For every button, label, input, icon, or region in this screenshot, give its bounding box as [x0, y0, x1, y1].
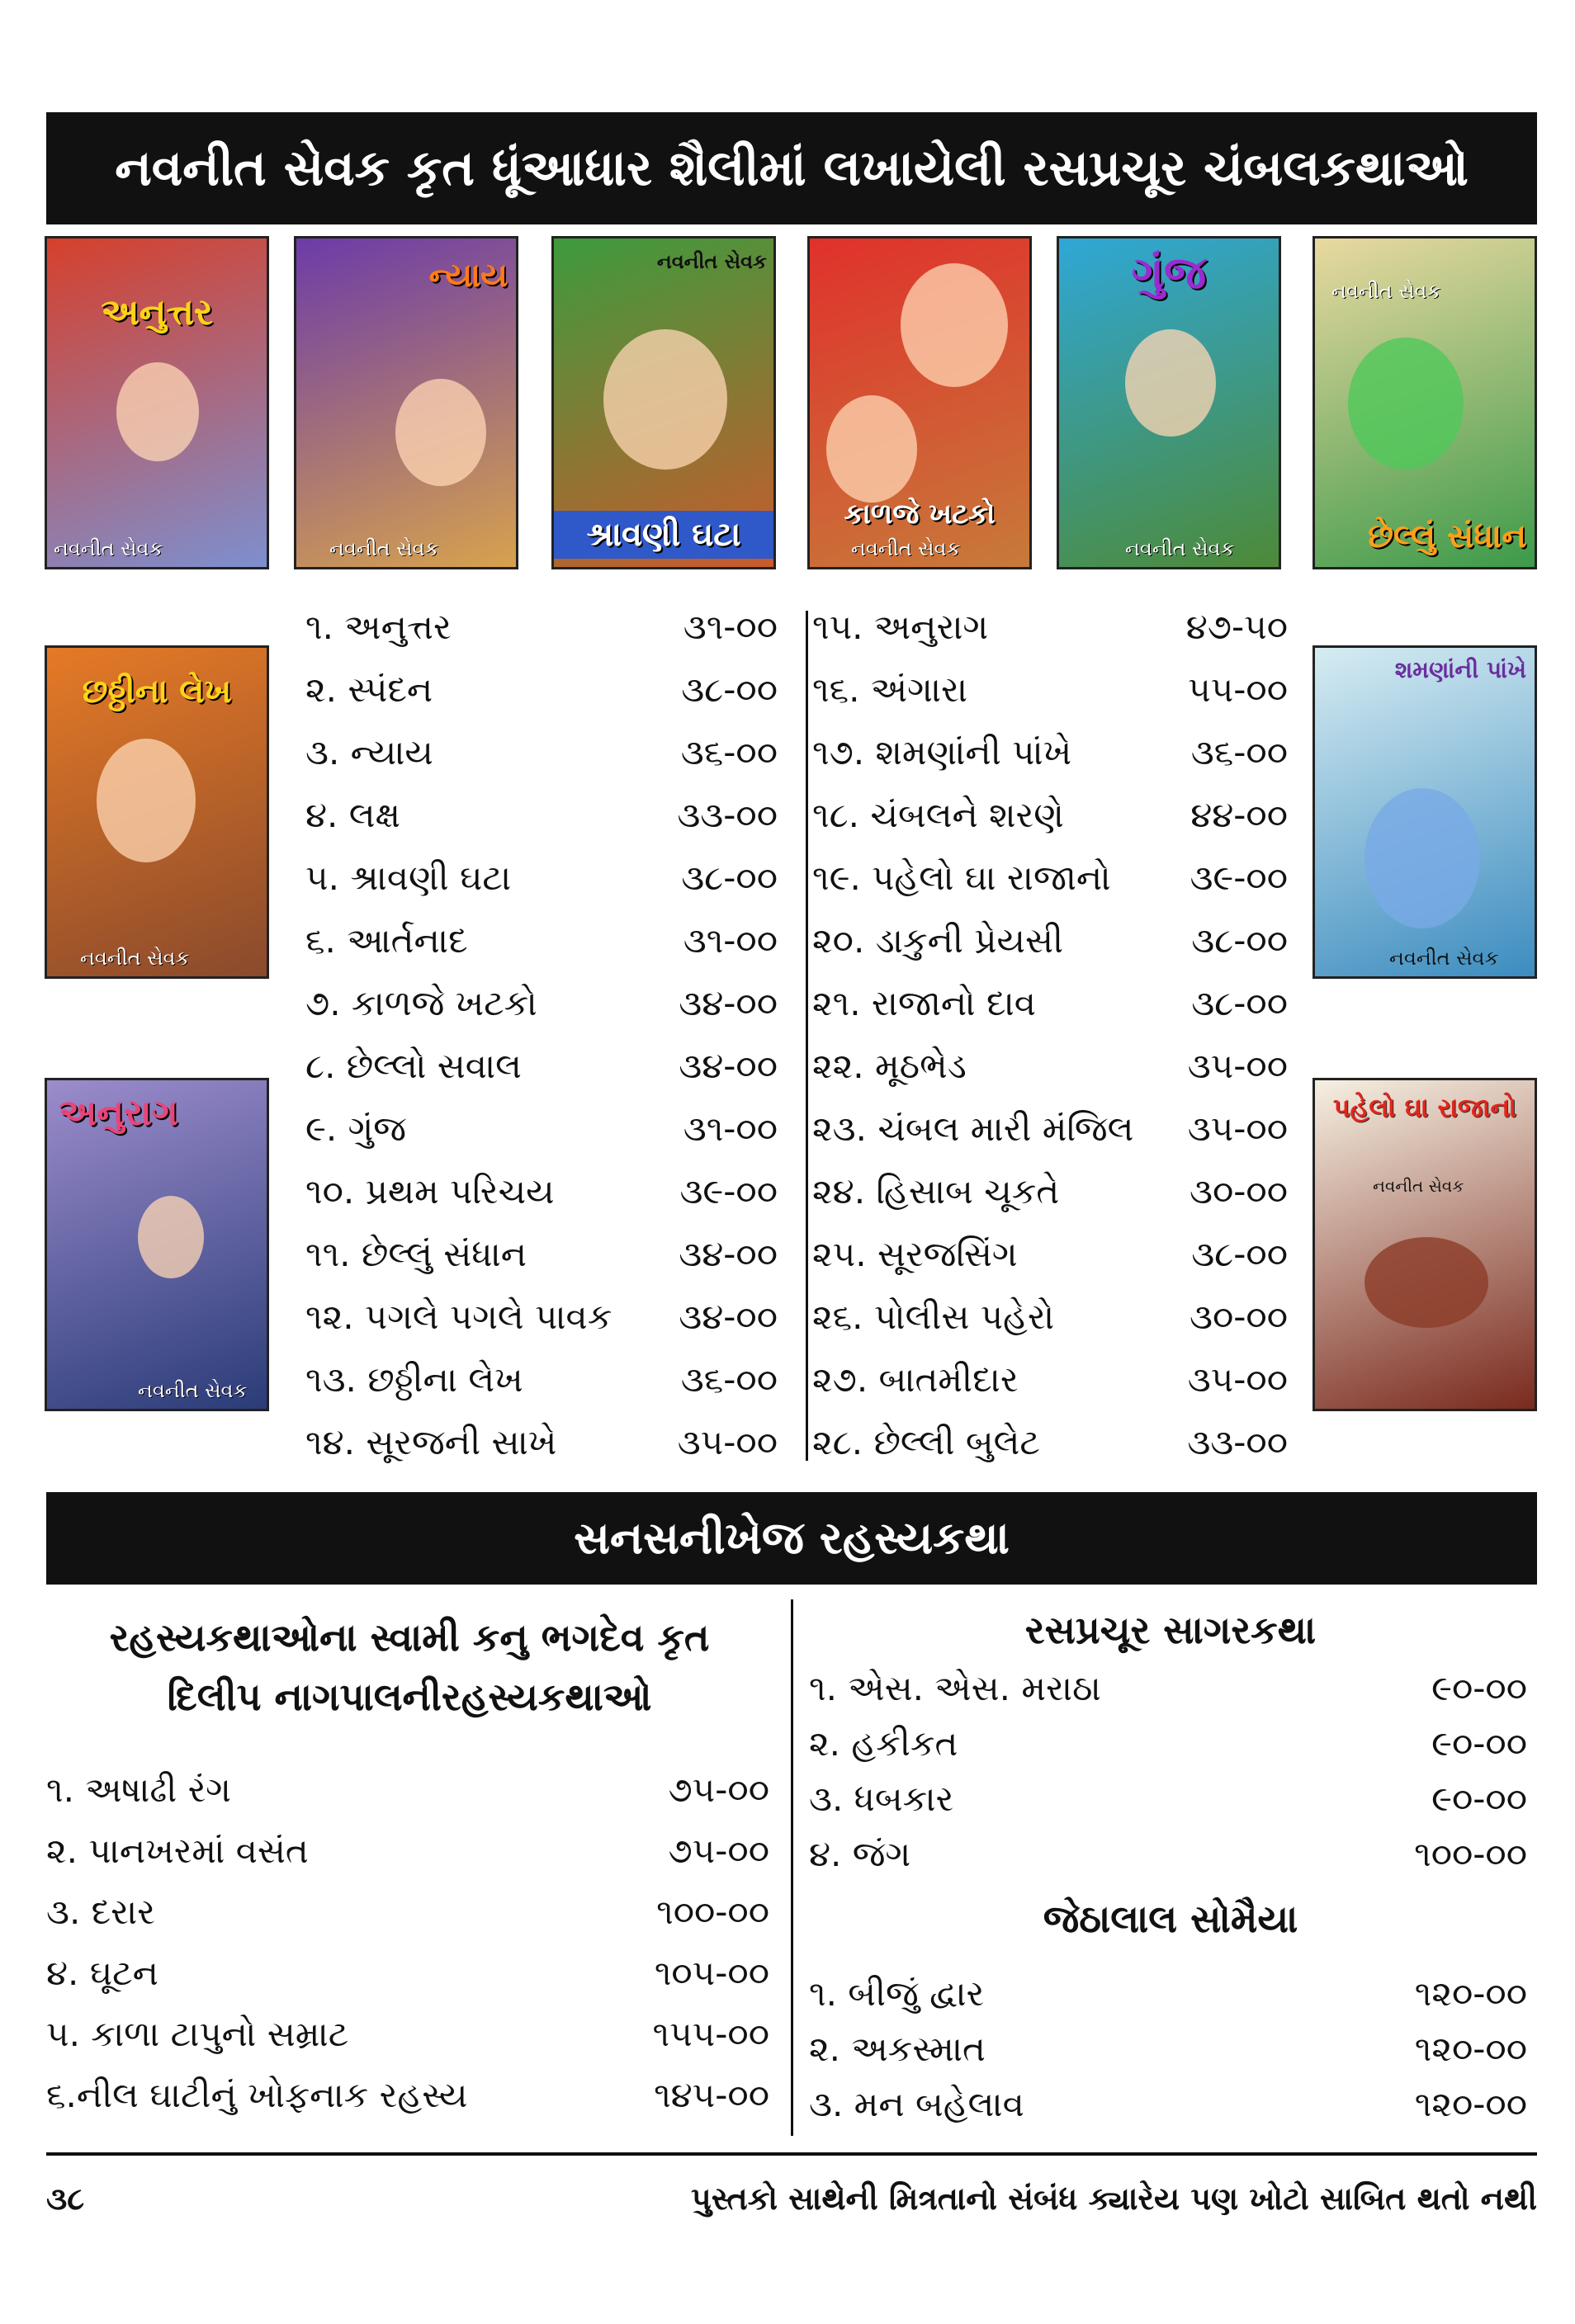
- list-item: ૯. ગુંજ ૩૧-૦૦: [305, 1108, 778, 1149]
- list-item: ૨૦. ડાકુની પ્રેયસી ૩૮-૦૦: [812, 920, 1288, 961]
- cover-figure: [395, 379, 486, 486]
- list-item: ૪. ઘૂટન ૧૦૫-૦૦: [46, 1953, 769, 1993]
- book-cover-anurag: [45, 1078, 269, 1411]
- list-item: ૨૨. મૂઠભેડ ૩૫-૦૦: [812, 1046, 1288, 1086]
- book-cover-chhellu-sandhan: [1312, 236, 1537, 569]
- jetha-list: [809, 1966, 1527, 2132]
- list-item: ૬.નીલ ઘાટીનું ખોફનાક રહસ્ય ૧૪૫-૦૦: [46, 2075, 769, 2115]
- cover-title: છેલ્લું સંધાન: [1368, 517, 1526, 555]
- list-item: ૧. અષાઢી રંગ ૭૫-૦૦: [46, 1769, 769, 1810]
- list-item: ૨૧. રાજાનો દાવ ૩૮-૦૦: [812, 983, 1288, 1023]
- list-item: ૧૭. શમણાંની પાંખે ૩૬-૦૦: [812, 732, 1288, 772]
- cover-author: નવનીત સેવક: [329, 537, 439, 560]
- list-item: ૧. એસ. એસ. મરાઠા ૯૦-૦૦: [809, 1668, 1527, 1708]
- sagar-list: [809, 1660, 1527, 1882]
- list-item: ૨૬. પોલીસ પહેરો ૩૦-૦૦: [812, 1297, 1288, 1337]
- cover-title: કાળજે ખટકો: [844, 498, 996, 531]
- cover-title: શ્રાવણી ઘટા: [554, 511, 773, 559]
- book-cover-gunj: [1057, 236, 1281, 569]
- list-item: ૧. બીજું દ્વાર ૧૨૦-૦૦: [809, 1973, 1527, 2014]
- jetha-heading: જેઠાલાલ સોમૈયા: [1043, 1897, 1298, 1941]
- kanu-heading-line-2: દિલીપ નાગપાલનીરહસ્યકથાઓ: [167, 1675, 652, 1719]
- list-item: ૧. અનુત્તર ૩૧-૦૦: [305, 607, 778, 647]
- kanu-list: [46, 1760, 769, 2126]
- book-cover-chhathina-lekh: [45, 645, 269, 979]
- chambal-list-left: [305, 596, 778, 1474]
- book-cover-anuttar: [45, 236, 269, 569]
- list-item: ૨. હકીકત ૯૦-૦૦: [809, 1723, 1527, 1764]
- list-item: ૨૭. બાતમીદાર ૩૫-૦૦: [812, 1359, 1288, 1400]
- list-item: ૨. અકસ્માત ૧૨૦-૦૦: [809, 2029, 1527, 2069]
- list-item: ૩. ન્યાય ૩૬-૦૦: [305, 732, 778, 772]
- cover-figure: [116, 362, 199, 461]
- list-item: ૨. સ્પંદન ૩૮-૦૦: [305, 669, 778, 710]
- cover-figure: [138, 1196, 204, 1278]
- cover-figure: [901, 263, 1008, 387]
- list-item: ૧૯. પહેલો ઘા રાજાનો ૩૯-૦૦: [812, 857, 1288, 898]
- list-item: ૧૧. છેલ્લું સંધાન ૩૪-૦૦: [305, 1234, 778, 1274]
- kanu-heading: [46, 1608, 773, 1726]
- cover-figure: [603, 329, 727, 470]
- list-item: ૧૮. ચંબલને શરણે ૪૪-૦૦: [812, 795, 1288, 835]
- top-banner-title: નવનીત સેવક કૃત ધૂંઆધાર શૈલીમાં લખાયેલી રસપ્રચૂર ચંબલકથાઓ: [115, 139, 1469, 197]
- cover-author: નવનીત સેવક: [80, 947, 190, 970]
- cover-author: નવનીત સેવક: [851, 537, 961, 560]
- list-item: ૧૨. પગલે પગલે પાવક ૩૪-૦૦: [305, 1297, 778, 1337]
- cover-author: નવનીત સેવક: [656, 250, 767, 273]
- cover-title: ન્યાય: [428, 257, 508, 295]
- list-item: ૩. દરાર ૧૦૦-૦૦: [46, 1892, 769, 1932]
- column-divider: [791, 1599, 793, 2136]
- list-item: ૮. છેલ્લો સવાલ ૩૪-૦૦: [305, 1046, 778, 1086]
- cover-figure: [826, 395, 917, 503]
- cover-author: નવનીત સેવક: [1389, 947, 1499, 970]
- chambal-list-right: [812, 596, 1288, 1474]
- page-number: ૩૮: [46, 2180, 85, 2217]
- list-item: ૩. મન બહેલાવ ૧૨૦-૦૦: [809, 2084, 1527, 2124]
- list-item: ૫. કાળા ટાપુનો સમ્રાટ ૧૫૫-૦૦: [46, 2014, 769, 2054]
- book-cover-shravani-ghata: [551, 236, 776, 569]
- cover-figure: [1125, 329, 1216, 437]
- column-divider: [806, 611, 808, 1461]
- cover-title: શમણાંની પાંખે: [1394, 656, 1526, 683]
- sagar-heading: રસપ્રચૂર સાગરકથા: [1024, 1608, 1317, 1652]
- list-item: ૫. શ્રાવણી ઘટા ૩૮-૦૦: [305, 857, 778, 898]
- book-cover-shamnani-pankhe: [1312, 645, 1537, 979]
- cover-author: નવનીત સેવક: [1331, 280, 1441, 303]
- book-cover-pahelo-gha-rajano: [1312, 1078, 1537, 1411]
- cover-author: નવનીત સેવક: [54, 537, 163, 560]
- cover-author: નવનીત સેવક: [138, 1379, 248, 1402]
- cover-title: પહેલો ઘા રાજાનો: [1332, 1092, 1517, 1123]
- cover-figure: [1365, 788, 1480, 928]
- book-cover-nyay: [294, 236, 518, 569]
- list-item: ૧૪. સૂરજની સાખે ૩૫-૦૦: [305, 1422, 778, 1462]
- list-item: ૨૪. હિસાબ ચૂકતે ૩૦-૦૦: [812, 1171, 1288, 1212]
- cover-title: ગુંજ: [1131, 247, 1207, 299]
- cover-figure: [1348, 338, 1464, 470]
- list-item: ૪. જંગ ૧૦૦-૦૦: [809, 1834, 1527, 1874]
- list-item: ૨૩. ચંબલ મારી મંજિલ ૩૫-૦૦: [812, 1108, 1288, 1149]
- list-item: ૨૫. સૂરજસિંગ ૩૮-૦૦: [812, 1234, 1288, 1274]
- cover-title: છઠ્ઠીના લેખ: [82, 673, 232, 711]
- cover-title: અનુત્તર: [101, 291, 213, 333]
- list-item: ૧૫. અનુરાગ ૪૭-૫૦: [812, 607, 1288, 647]
- list-item: ૬. આર્તનાદ ૩૧-૦૦: [305, 920, 778, 961]
- cover-figure: [1365, 1237, 1488, 1328]
- list-item: ૧૩. છઠ્ઠીના લેખ ૩૬-૦૦: [305, 1359, 778, 1400]
- mystery-banner-title: સનસનીખેજ રહસ્યકથા: [574, 1512, 1010, 1564]
- list-item: ૧૬. અંગારા ૫૫-૦૦: [812, 669, 1288, 710]
- list-item: ૨૮. છેલ્લી બુલેટ ૩૩-૦૦: [812, 1422, 1288, 1462]
- top-banner: [46, 112, 1537, 224]
- cover-title: અનુરાગ: [59, 1092, 178, 1134]
- book-cover-kalje-khatko: [807, 236, 1032, 569]
- footer-rule: [46, 2152, 1537, 2156]
- mystery-banner: [46, 1492, 1537, 1585]
- cover-figure: [97, 739, 196, 862]
- list-item: ૧૦. પ્રથમ પરિચય ૩૯-૦૦: [305, 1171, 778, 1212]
- cover-author: નવનીત સેવક: [1373, 1176, 1464, 1196]
- kanu-heading-line-1: રહસ્યકથાઓના સ્વામી કનુ ભગદેવ કૃત: [109, 1615, 710, 1660]
- footer-quote: પુસ્તકો સાથેની મિત્રતાનો સંબંધ ક્યારેય પણ ખોટો સાબિત થતો નથી: [691, 2180, 1537, 2217]
- list-item: ૪. લક્ષ ૩૩-૦૦: [305, 795, 778, 835]
- list-item: ૩. ધબકાર ૯૦-૦૦: [809, 1778, 1527, 1819]
- list-item: ૭. કાળજે ખટકો ૩૪-૦૦: [305, 983, 778, 1023]
- list-item: ૨. પાનખરમાં વસંત ૭૫-૦૦: [46, 1830, 769, 1871]
- cover-author: નવનીત સેવક: [1125, 537, 1235, 560]
